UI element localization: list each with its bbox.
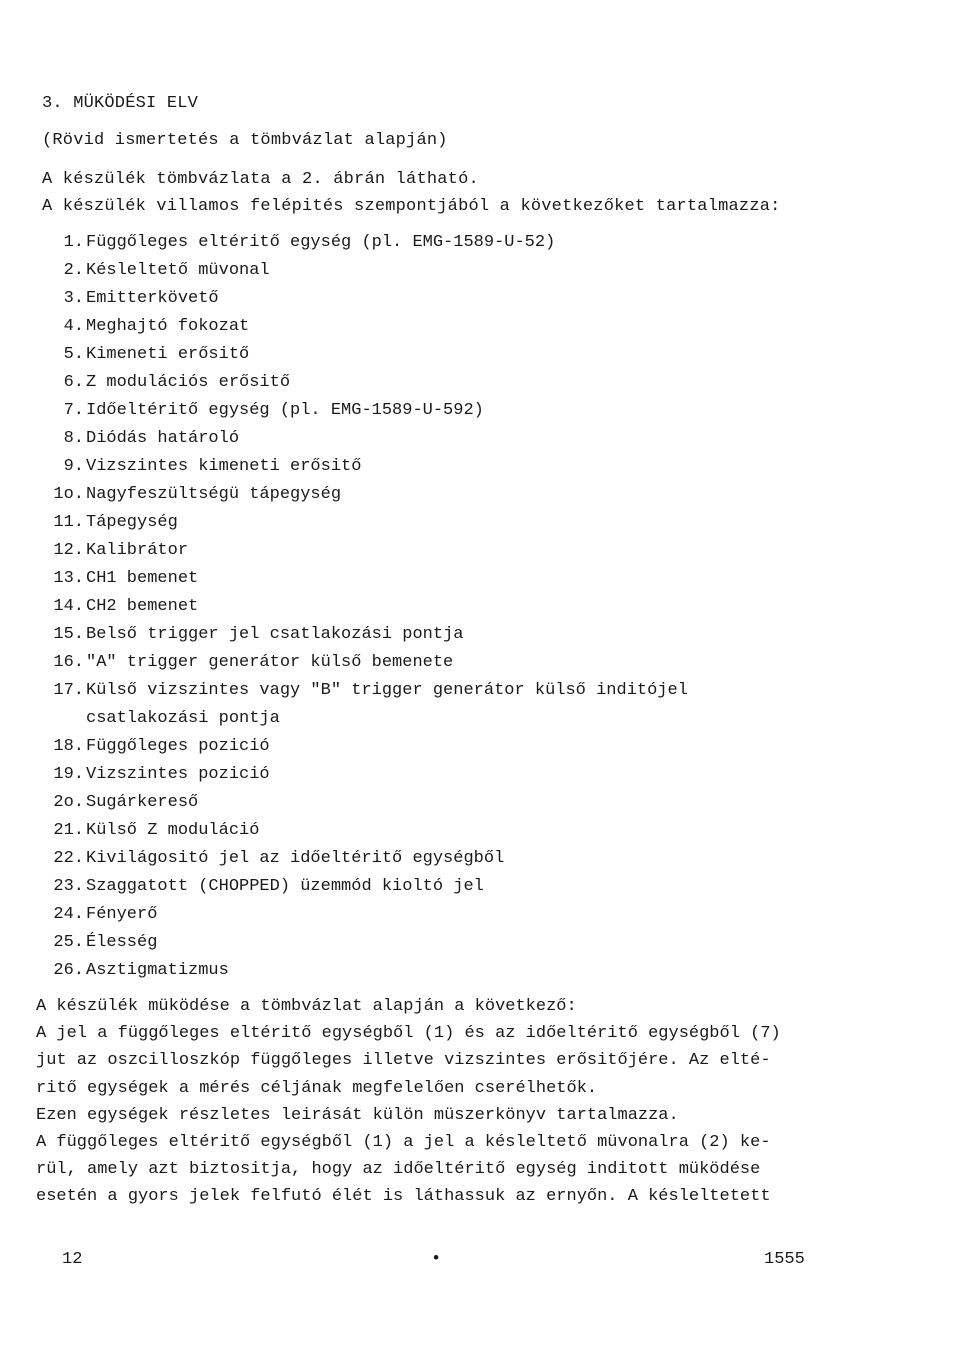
paragraph-line: A készülék müködése a tömbvázlat alapján a következő: — [36, 997, 577, 1016]
list-item-number: 2. — [63, 261, 84, 280]
list-item-number: 16. — [53, 653, 84, 672]
list-item-text: Késleltető müvonal — [86, 261, 270, 280]
list-item-number: 13. — [53, 569, 84, 588]
list-item — [42, 653, 922, 681]
list-item-number: 9. — [63, 457, 84, 476]
intro-line-2: A készülék villamos felépités szempontjából a következőket tartalmazza: — [42, 197, 781, 216]
list-item — [42, 457, 922, 485]
list-item — [42, 429, 922, 457]
list-item — [42, 345, 922, 373]
list-item — [42, 317, 922, 345]
list-item-text: Vizszintes pozició — [86, 765, 270, 784]
list-item-number: 11. — [53, 513, 84, 532]
list-item-number: 19. — [53, 765, 84, 784]
list-item — [42, 793, 922, 821]
list-item-number: 18. — [53, 737, 84, 756]
list-item-number: 21. — [53, 821, 84, 840]
list-item — [42, 485, 922, 513]
list-item-text: Tápegység — [86, 513, 178, 532]
list-item-number: 1. — [63, 233, 84, 252]
paragraph-line: jut az oszcilloszkóp függőleges illetve vizszintes erősitőjére. Az elté- — [36, 1051, 771, 1071]
list-item — [42, 513, 922, 541]
list-item-text: Függőleges pozició — [86, 737, 270, 756]
list-item — [42, 373, 922, 401]
list-item-text: Külső Z moduláció — [86, 821, 260, 840]
paragraph-line: Ezen egységek részletes leirását külön müszerkönyv tartalmazza. — [36, 1105, 679, 1125]
list-item — [42, 821, 922, 849]
list-item — [42, 933, 922, 961]
list-item — [42, 541, 922, 569]
list-item-number: 15. — [53, 625, 84, 644]
list-item-number: 4. — [63, 317, 84, 336]
list-item-text: CH1 bemenet — [86, 569, 199, 588]
component-list — [42, 233, 922, 989]
list-item-text: Kalibrátor — [86, 541, 189, 560]
list-item-number: 17. — [53, 681, 84, 700]
list-item-text: Időeltéritő egység (pl. EMG-1589-U-592) — [86, 401, 484, 420]
footer-separator: • — [431, 1250, 442, 1269]
list-item-text-continued: csatlakozási pontja — [86, 709, 280, 728]
list-item-text: Diódás határoló — [86, 429, 240, 448]
list-item-number: 1o. — [53, 485, 84, 504]
list-item-text: Fényerő — [86, 905, 158, 924]
list-item — [42, 877, 922, 905]
list-item — [42, 905, 922, 933]
list-item-number: 6. — [63, 373, 84, 392]
list-item-number: 3. — [63, 289, 84, 308]
list-item-number: 22. — [53, 849, 84, 868]
list-item-text: Emitterkövető — [86, 289, 219, 308]
list-item-text: Kimeneti erősitő — [86, 345, 250, 364]
list-item-text: Kivilágositó jel az időeltéritő egységből — [86, 849, 505, 868]
section-heading: 3. MÜKÖDÉSI ELV — [42, 94, 199, 113]
page-number: 12 — [62, 1250, 83, 1269]
list-item-number: 23. — [53, 877, 84, 896]
paragraph-line: rül, amely azt biztositja, hogy az időeltéritő egység inditott müködése — [36, 1160, 761, 1180]
list-item-number: 2o. — [53, 793, 84, 812]
list-item-text: "A" trigger generátor külső bemenete — [86, 653, 454, 672]
list-item-number: 25. — [53, 933, 84, 952]
list-item — [42, 233, 922, 261]
list-item-text: Sugárkereső — [86, 793, 199, 812]
list-item-number: 8. — [63, 429, 84, 448]
paragraph-line: ritő egységek a mérés céljának megfelelően cserélhetők. — [36, 1078, 598, 1098]
list-item — [42, 681, 922, 737]
list-item-number: 24. — [53, 905, 84, 924]
paragraph-line: esetén a gyors jelek felfutó élét is láthassuk az ernyőn. A késleltetett — [36, 1187, 771, 1207]
list-item — [42, 401, 922, 429]
list-item — [42, 597, 922, 625]
paragraph-line: A függőleges eltéritő egységből (1) a jel a késleltető müvonalra (2) ke- — [36, 1132, 771, 1152]
list-item-text: Függőleges eltéritő egység (pl. EMG-1589-U-52) — [86, 233, 556, 252]
list-item-text: Z modulációs erősitő — [86, 373, 291, 392]
list-item — [42, 961, 922, 989]
list-item — [42, 737, 922, 765]
list-item-number: 26. — [53, 961, 84, 980]
list-item-text: CH2 bemenet — [86, 597, 199, 616]
list-item-text: Nagyfeszültségü tápegység — [86, 485, 342, 504]
list-item — [42, 261, 922, 289]
intro-line-1: A készülék tömbvázlata a 2. ábrán látható. — [42, 170, 479, 189]
list-item-text: Külső vizszintes vagy "B" trigger generátor külső inditójel — [86, 681, 688, 700]
list-item-text: Élesség — [86, 933, 158, 952]
list-item-number: 7. — [63, 401, 84, 420]
list-item-number: 14. — [53, 597, 84, 616]
list-item-text: Belső trigger jel csatlakozási pontja — [86, 625, 464, 644]
list-item — [42, 765, 922, 793]
list-item-number: 5. — [63, 345, 84, 364]
list-item-text: Vizszintes kimeneti erősitő — [86, 457, 362, 476]
list-item-number: 12. — [53, 541, 84, 560]
list-item-text: Meghajtó fokozat — [86, 317, 250, 336]
list-item-text: Asztigmatizmus — [86, 961, 229, 980]
list-item — [42, 625, 922, 653]
document-number: 1555 — [764, 1250, 805, 1269]
list-item — [42, 289, 922, 317]
list-item-text: Szaggatott (CHOPPED) üzemmód kioltó jel — [86, 877, 484, 896]
list-item — [42, 569, 922, 597]
section-subheading: (Rövid ismertetés a tömbvázlat alapján) — [42, 131, 448, 150]
list-item — [42, 849, 922, 877]
paragraph-line: A jel a függőleges eltéritő egységből (1) és az időeltéritő egységből (7) — [36, 1024, 781, 1044]
description-paragraph — [36, 997, 916, 1215]
